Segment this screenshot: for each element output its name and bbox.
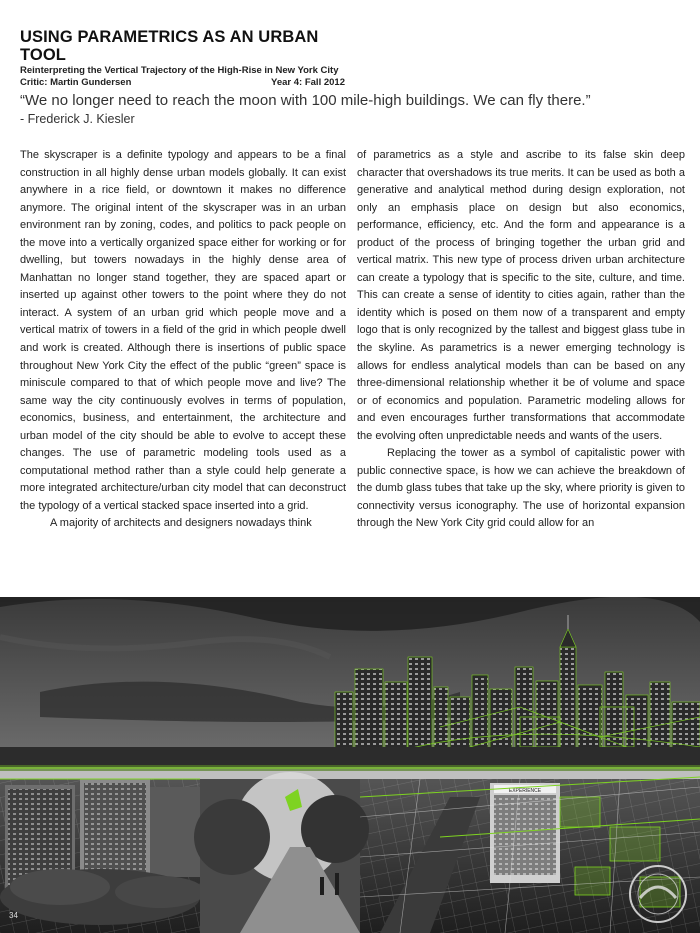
body-column-right [357, 147, 685, 533]
epigraph [20, 92, 690, 127]
experience-sign: EXPERIENCE [508, 788, 542, 794]
term-label: Year 4: Fall 2012 [271, 77, 345, 88]
body-column-left [20, 147, 346, 533]
page-number: 34 [9, 911, 18, 920]
quote-attribution: - Frederick J. Kiesler [20, 112, 135, 126]
body-paragraph: The skyscraper is a definite typology and appears to be a final construction in all highly dense urban models globally. It can exist anywhere in a rice field, or downtown it makes no difference anymore. The original intent of the skyscraper was in an urban environment ran by zoning, codes, and politics to pack people on the move into a vertically organized space either for working or for dwelling, but towers nowadays in the highly dense area of Manhattan no longer stand together, they are spaced apart or inserted up against other towers to the point where they do not interact. A system of an urban grid which people move and a vertical matrix of towers in a field of the grid in which people dwell and work is created. Although there is insertions of public space throughout New York City the effect of the public “green” space is miniscule compared to that of which people move and live? The same way the city continuously evolves in terms of population, economics, business, and entertainment, the architecture and urban model of the city should be able to evolve to accept these changes. The use of parametric modeling tools used as a computational method rather than a style could help generate a more integrated architecture/urban city model that can deconstruct the typology of a vertical stacked space inserted into a grid. [20, 149, 346, 512]
body-paragraph: Replacing the tower as a symbol of capitalistic power with public connective space, is how we can achieve the breakdown of the dumb glass tubes that take up the sky, where priority is given to connectivity versus iconography. The use of horizontal expansion through the New York City grid could allow for an [357, 447, 685, 530]
body-paragraph: A majority of architects and designers nowadays think [50, 517, 312, 530]
watermark-seal-icon [626, 862, 690, 931]
page-subtitle: Reinterpreting the Vertical Trajectory of the High-Rise in New York City [20, 65, 339, 76]
quote-text: “We no longer need to reach the moon with 100 mile-high buildings. We can fly there.” [20, 92, 591, 109]
critic-label: Critic: Martin Gundersen [20, 77, 132, 88]
urban-collage-figure [0, 597, 700, 933]
page-title: USING PARAMETRICS AS AN URBAN TOOL [20, 28, 319, 64]
page-header [20, 28, 345, 89]
urban-collage-image [0, 597, 700, 933]
header-meta [20, 77, 345, 89]
body-paragraph: of parametrics as a style and ascribe to its false skin deep character that overshadows its true merits. It can be used as both a generative and analytical method during design exploration, not only an emphasis place on design but also economics, performance, efficiency, etc. And the form and appearance is a product of the process of bringing together the urban grid and vertical matrix. This new type of process driven urban architecture can create a typology that is specific to the site, culture, and time. This can create a sense of identity to cities again, rather than the identity which is posed on them now of a transparent and empty logo that is only recognized by the tallest and biggest glass tube in the skyline. As parametrics is a newer emerging technology is allows for endless analytical models than can be based on any three-dimensional relationship whether it be of volume and space or of economics and population. Parametric modeling allows for and even encourages further transformations that accommodate the evolving often unpredictable needs and wants of the users. [357, 149, 685, 442]
